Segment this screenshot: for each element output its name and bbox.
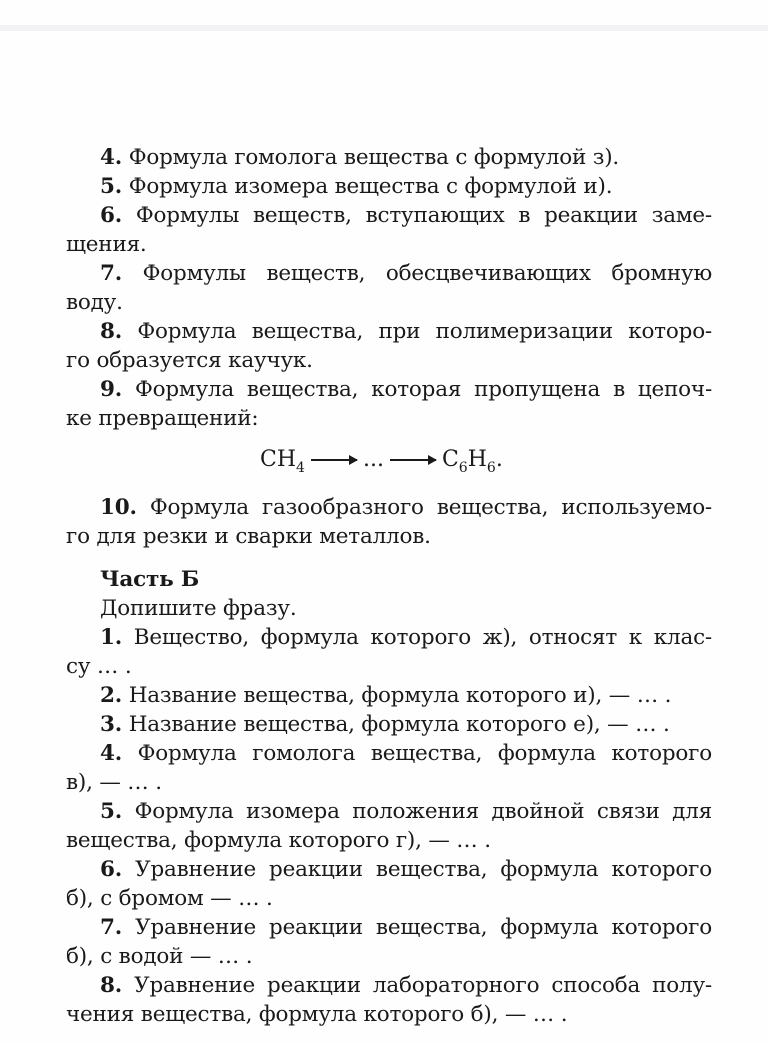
question-b5-cont: вещества, формула которого г), — … . <box>66 828 491 853</box>
section-heading-part-b: Часть Б <box>100 567 200 592</box>
item-number: 7. <box>100 261 123 286</box>
item-text: Формула гомолога вещества, формула которого <box>137 741 712 766</box>
question-a8-cont: го образуется каучук. <box>66 348 313 373</box>
item-text: Название вещества, формула которого е), — … . <box>128 712 670 737</box>
question-a10-cont: го для резки и сварки металлов. <box>66 524 431 549</box>
formula-h: H <box>467 447 487 472</box>
question-a8 <box>100 317 712 346</box>
item-text: Вещество, формула которого ж), относят к клас- <box>133 625 712 650</box>
section-instruction: Допишите фразу. <box>100 596 297 621</box>
question-b7-cont: б), с водой — … . <box>66 944 253 969</box>
item-number: 3. <box>100 712 123 737</box>
item-text: Название вещества, формула которого и), — … . <box>128 683 672 708</box>
formula-missing: ... <box>362 447 384 472</box>
item-number: 7. <box>100 915 123 940</box>
reaction-chain-formula <box>260 445 503 483</box>
item-text: Формулы веществ, вступающих в реакции заме- <box>135 203 712 228</box>
item-text: Уравнение реакции вещества, формула которого <box>135 915 712 940</box>
question-b8 <box>100 971 712 1000</box>
question-b6-cont: б), с бромом — … . <box>66 886 273 911</box>
item-text: Уравнение реакции лабораторного способа полу- <box>134 973 712 998</box>
question-a5 <box>100 172 612 201</box>
item-number: 6. <box>100 857 123 882</box>
question-a7-cont: воду. <box>66 290 123 315</box>
question-b1 <box>100 623 712 652</box>
question-b1-cont: су … . <box>66 654 132 679</box>
question-a7 <box>100 259 712 288</box>
item-number: 5. <box>100 174 123 199</box>
question-b5 <box>100 797 712 826</box>
question-b7 <box>100 913 712 942</box>
formula-subscript: 4 <box>296 460 305 476</box>
question-a4 <box>100 143 619 172</box>
item-text: Формула газообразного вещества, используемо- <box>149 495 713 520</box>
formula-subscript: 6 <box>458 460 468 476</box>
question-a6-cont: щения. <box>66 232 147 257</box>
item-text: Уравнение реакции вещества, формула которого <box>135 857 712 882</box>
question-b8-cont: чения вещества, формула которого б), — … . <box>66 1002 568 1027</box>
formula-subscript: 6 <box>486 460 496 476</box>
item-text: Формула изомера вещества с формулой и). <box>128 174 613 199</box>
item-number: 8. <box>100 319 123 344</box>
reaction-arrow-icon <box>390 459 436 461</box>
question-a6 <box>100 201 712 230</box>
item-number: 4. <box>100 741 123 766</box>
item-text: Формула изомера положения двойной связи для <box>134 799 712 824</box>
question-b3 <box>100 710 670 739</box>
question-a10 <box>100 493 712 522</box>
reaction-arrow-icon <box>311 459 357 461</box>
item-number: 4. <box>100 145 123 170</box>
item-text: Формула вещества, которая пропущена в цепоч- <box>134 377 713 402</box>
item-number: 1. <box>100 625 123 650</box>
question-a9-cont: ке превращений: <box>66 406 259 431</box>
item-text: Формула вещества, при полимеризации которо- <box>137 319 712 344</box>
question-a9 <box>100 375 712 404</box>
item-number: 6. <box>100 203 123 228</box>
item-number: 2. <box>100 683 123 708</box>
question-b6 <box>100 855 712 884</box>
item-text: Формулы веществ, обесцвечивающих бромную <box>142 261 712 286</box>
item-number: 10. <box>100 495 137 520</box>
question-b2 <box>100 681 671 710</box>
formula-ch: CH <box>260 447 297 472</box>
question-b4 <box>100 739 712 768</box>
item-number: 9. <box>100 377 123 402</box>
formula-period: . <box>495 447 503 472</box>
item-number: 8. <box>100 973 123 998</box>
formula-c: C <box>441 447 459 472</box>
top-toolbar-strip <box>0 25 768 31</box>
question-b4-cont: в), — … . <box>66 770 162 795</box>
item-text: Формула гомолога вещества с формулой з). <box>128 145 620 170</box>
item-number: 5. <box>100 799 123 824</box>
